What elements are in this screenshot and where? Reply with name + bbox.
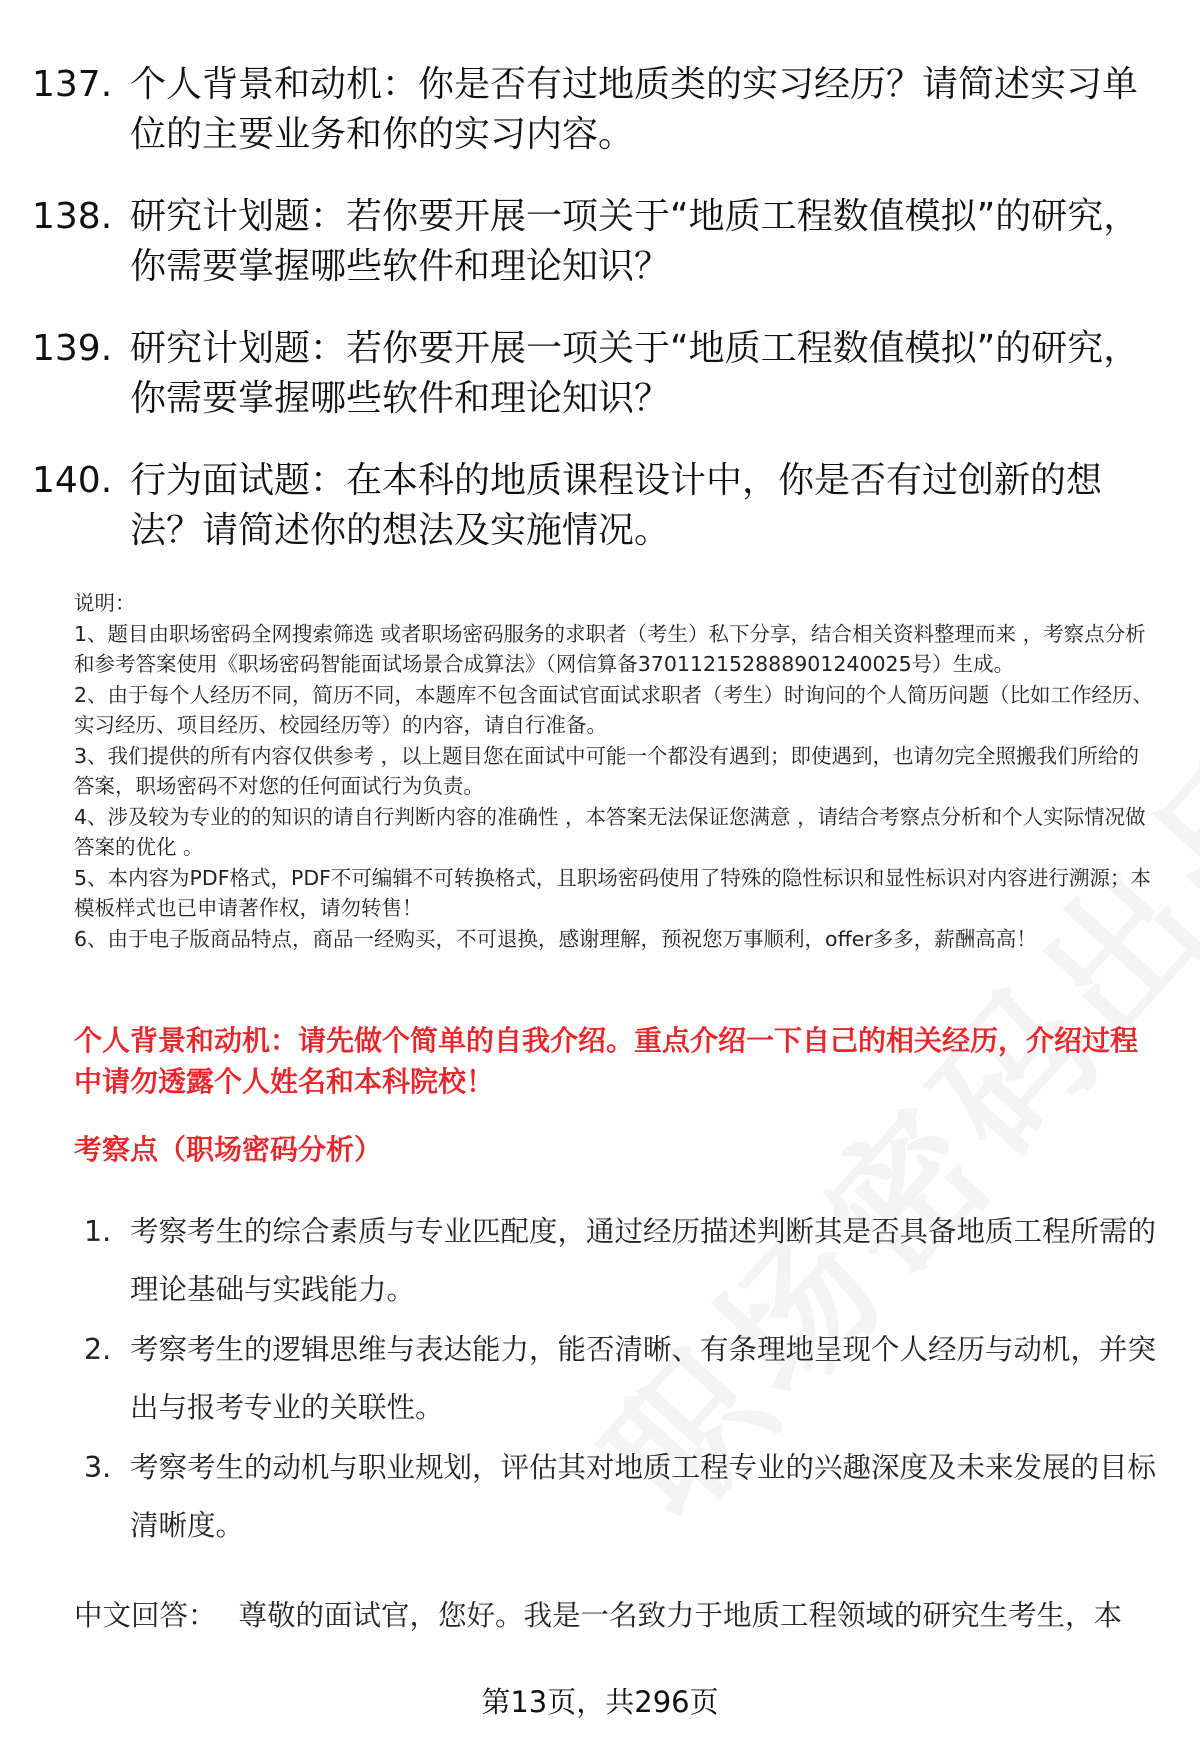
question-text: 研究计划题：若你要开展一项关于“地质工程数值模拟”的研究，你需要掌握哪些软件和理论知识？ <box>130 328 1140 419</box>
question-item <box>32 324 1162 424</box>
analysis-point <box>84 1203 1164 1319</box>
answer-label: 中文回答： <box>74 1599 217 1632</box>
analysis-point-number: 2. <box>84 1333 112 1366</box>
answer-paragraph <box>74 1594 1174 1638</box>
analysis-point <box>84 1439 1164 1555</box>
analysis-point <box>84 1321 1164 1437</box>
note-item: 4、涉及较为专业的的知识的请自行判断内容的准确性 ，本答案无法保证您满意 ，请结合考察点分析和个人实际情况做答案的优化 。 <box>74 804 1146 859</box>
question-text: 研究计划题：若你要开展一项关于“地质工程数值模拟”的研究，你需要掌握哪些软件和理论知识？ <box>130 196 1140 287</box>
analysis-point-number: 3. <box>84 1451 112 1484</box>
analysis-point-text: 考察考生的动机与职业规划，评估其对地质工程专业的兴趣深度及未来发展的目标清晰度。 <box>130 1451 1157 1542</box>
question-item <box>32 60 1162 160</box>
analysis-point-text: 考察考生的逻辑思维与表达能力，能否清晰、有条理地呈现个人经历与动机，并突出与报考专业的关联性。 <box>130 1333 1157 1424</box>
current-question-heading: 个人背景和动机：请先做个简单的自我介绍。重点介绍一下自己的相关经历，介绍过程中请勿透露个人姓名和本科院校！ <box>74 1024 1139 1098</box>
notes-section <box>74 588 1159 954</box>
analysis-point-text: 考察考生的综合素质与专业匹配度，通过经历描述判断其是否具备地质工程所需的理论基础与实践能力。 <box>130 1215 1157 1306</box>
question-number: 139. <box>32 328 113 369</box>
question-list <box>32 60 1162 588</box>
question-text: 个人背景和动机：你是否有过地质类的实习经历？请简述实习单位的主要业务和你的实习内容。 <box>130 64 1139 155</box>
answer-text: 尊敬的面试官，您好。我是一名致力于地质工程领域的研究生考生，本 <box>238 1599 1123 1632</box>
notes-title: 说明： <box>74 591 136 615</box>
question-number: 140. <box>32 460 113 501</box>
question-text: 行为面试题：在本科的地质课程设计中，你是否有过创新的想法？请简述你的想法及实施情况。 <box>130 460 1103 551</box>
page-footer: 第13页，共296页 <box>481 1685 719 1719</box>
question-item <box>32 456 1162 556</box>
note-item: 3、我们提供的所有内容仅供参考 ，以上题目您在面试中可能一个都没有遇到；即使遇到，也请勿完全照搬我们所给的答案，职场密码不对您的任何面试行为负责。 <box>74 743 1140 798</box>
analysis-heading: 考察点（职场密码分析） <box>74 1133 383 1166</box>
analysis-points <box>84 1203 1164 1557</box>
note-item: 2、由于每个人经历不同，简历不同，本题库不包含面试官面试求职者（考生）时询问的个人简历问题（比如工作经历、实习经历、项目经历、校园经历等）的内容，请自行准备。 <box>74 682 1154 737</box>
analysis-point-number: 1. <box>84 1215 112 1248</box>
question-number: 138. <box>32 196 113 237</box>
question-number: 137. <box>32 64 113 105</box>
question-item <box>32 192 1162 292</box>
note-item: 6、由于电子版商品特点，商品一经购买，不可退换，感谢理解，预祝您万事顺利，offer多多，薪酬高高！ <box>74 926 1037 951</box>
note-item: 1、题目由职场密码全网搜索筛选 或者职场密码服务的求职者（考生）私下分享，结合相关资料整理而来 ，考察点分析和参考答案使用《职场密码智能面试场景合成算法》（网信算备370112152888901240025号）生成。 <box>74 621 1146 676</box>
note-item: 5、本内容为PDF格式，PDF不可编辑不可转换格式，且职场密码使用了特殊的隐性标识和显性标识对内容进行溯源；本模板样式也已申请著作权，请勿转售！ <box>74 865 1151 920</box>
